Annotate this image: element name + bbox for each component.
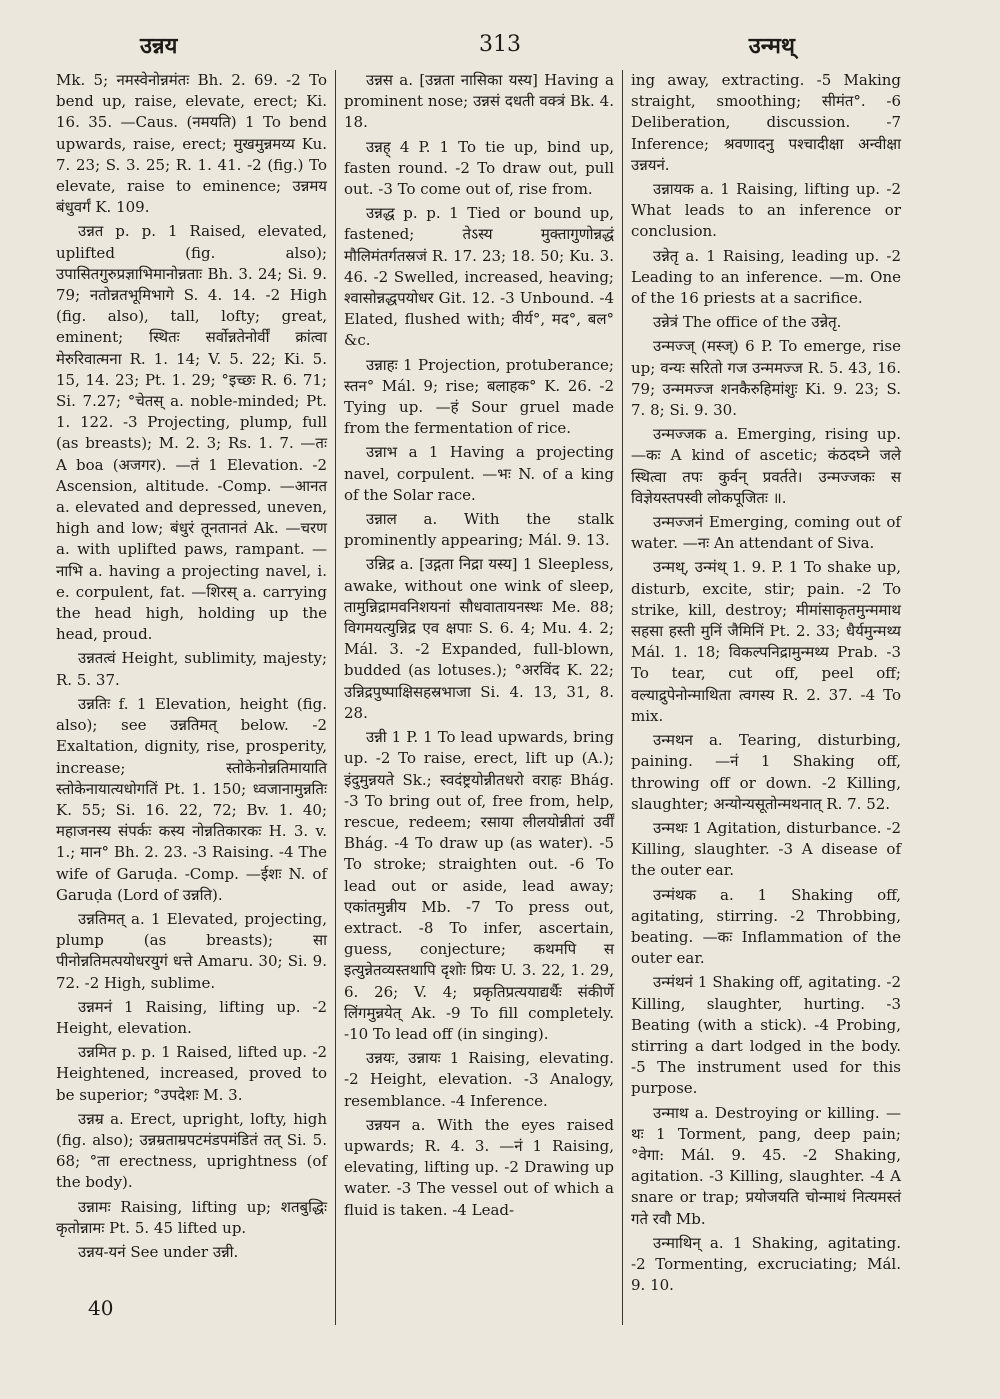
dictionary-entry: उन्मज्जक a. Emerging, rising up. —कः A kind of ascetic; कंठदघ्ने जले स्थित्वा तपः कुर्वन् प्रवर्तते। उन्मज्जकः स विज्ञेयस्तपस्वी लोकपूजितः ॥.: [631, 425, 901, 507]
dictionary-entry: उन्निद्र a. [उद्गता निद्रा यस्य] 1 Sleepless, awake, without one wink of sleep, तामुन्निद्रामवनिशयनां सौधवातायनस्थः Me. 88; विगमयत्युन्निद्र एव क्षपाः S. 6. 4; Mu. 4. 2; Mál. 3. -2 Expanded, full-blown, budded (as lotuses.); °अरविंद K. 22; उन्निद्रपुष्पाक्षिसहस्रभाजा Si. 4. 13, 31, 8. 28.: [344, 555, 614, 722]
column-3: [622, 70, 909, 1325]
dictionary-entry: ing away, extracting. -5 Making straight, smoothing; सीमंत°. -6 Deliberation, discussion. -7 Inference; श्रवणादनु पश्चादीक्षा अन्वीक्षा उन्नयनं.: [631, 71, 901, 174]
dictionary-entry: उन्माथ a. Destroying or killing. —थः 1 Torment, pang, deep pain; °वेगा: Mál. 9. 45. -2 Shaking, agitation. -3 Killing, slaughter. -4 A snare or trap; प्रयोजयति चोन्माथं नित्यमस्तं गते रवौ Mb.: [631, 1103, 901, 1228]
dictionary-entry: उन्मथः 1 Agitation, disturbance. -2 Killing, slaughter. -3 A disease of the outer ear.: [631, 818, 901, 880]
dictionary-entry: उन्मंथनं 1 Shaking off, agitating. -2 Killing, slaughter, hurting. -3 Beating (with a stick). -4 Probing, stirring a dart lodged in the body. -5 The instrument used for this purpose.: [631, 973, 901, 1098]
dictionary-entry: उन्नत p. p. 1 Raised, elevated, uplifted (fig. also); उपासितगुरुप्रज्ञाभिमानोन्नताः Bh. 3. 24; Si. 9. 79; नतोन्नतभूमिभागे S. 4. 14. -2 High (fig. also), tall, lofty; great, eminent; स्थितः सर्वोन्नतेनोर्वीं क्रांत्वा मेरुरिवात्मना R. 1. 14; V. 5. 22; Ki. 5. 15, 14. 23; Pt. 1. 29; °इच्छः R. 6. 71; Si. 7.27; °चेतस् a. noble-minded; Pt. 1. 122. -3 Projecting, plump, full (as breasts); M. 2. 3; Rs. 1. 7. —तः A boa (अजगर). —तं 1 Elevation. -2 Ascension, altitude. -Comp. —आनत a. elevated and depressed, uneven, high and low; बंधुरं तूनतानतं Ak. —चरण a. with uplifted paws, rampant. —नाभि a. having a projecting navel, i. e. corpulent, fat. —शिरस् a. carrying the head high, holding up the head, proud.: [56, 222, 327, 644]
dictionary-entry: उन्नम्र a. Erect, upright, lofty, high (fig. also); उन्नम्रताम्रपटमंडपमंडितं तत् Si. 5. 68; °ता erectness, uprightness (of the body).: [56, 1109, 327, 1192]
right-headword: उन्मथ्: [748, 33, 795, 59]
running-head: [0, 26, 1000, 66]
dictionary-entry: उन्नी 1 P. 1 To lead upwards, bring up. -2 To raise, erect, lift up (A.); इंदुमुन्नयते Sk.; स्वदंष्ट्रयोन्नीतधरो वराहः Bhág. -3 To bring out of, free from, help, rescue, redeem; रसाया लीलयोन्नीतां उर्वीं Bhág. -4 To draw up (as water). -5 To stroke; straighten out. -6 To lead out or aside, lead away; एकांतमुन्नीय Mb. -7 To press out, extract. -8 To infer, ascertain, guess, conjecture; कथमपि स इत्युन्नेतव्यस्तथापि दृशोः प्रियः U. 3. 22, 1. 29, 6. 26; V. 4; प्रकृतिप्रत्ययाद्यर्थैः संकीर्णे लिंगमुन्नयेत् Ak. -9 To fill completely. -10 To lead off (in singing).: [344, 728, 614, 1043]
dictionary-entry: उन्नाहः 1 Projection, protuberance; स्तन° Mál. 9; rise; बलाहक° K. 26. -2 Tying up. —हं Sour gruel made from the fermentation of rice.: [344, 355, 614, 438]
dictionary-entry: उन्नमित p. p. 1 Raised, lifted up. -2 Heightened, increased, proved to be superior; °उपदेशः M. 3.: [56, 1043, 327, 1104]
dictionary-entry: Mk. 5; नमस्वेनोन्नमंतः Bh. 2. 69. -2 To bend up, raise, elevate, erect; Ki. 16. 35. —Caus. (नमयति) 1 To bend upwards, raise, erect; मुखमुन्नमय्य Ku. 7. 23; S. 3. 25; R. 1. 41. -2 (fig.) To elevate, raise to eminence; उन्नमय बंधुवर्गं K. 109.: [56, 71, 327, 217]
dictionary-entry: उन्माथिन् a. 1 Shaking, agitating. -2 Tormenting, excruciating; Mál. 9. 10.: [631, 1233, 901, 1295]
dictionary-entry: उन्नय-यनं See under उन्नी.: [78, 1242, 239, 1261]
signature-mark: 40: [88, 1296, 114, 1320]
text-columns: [48, 70, 963, 1325]
dictionary-entry: उन्मंथक a. 1 Shaking off, agitating, stirring. -2 Throbbing, beating. —कः Inflammation of the outer ear.: [631, 885, 901, 968]
dictionary-entry: उन्नायक a. 1 Raising, lifting up. -2 What leads to an inference or conclusion.: [631, 180, 901, 241]
page-number: 313: [479, 32, 521, 57]
left-headword: उन्नय: [140, 33, 178, 59]
dictionary-entry: उन्नमनं 1 Raising, lifting up. -2 Height, elevation.: [56, 997, 327, 1037]
column-1: [48, 70, 335, 1325]
dictionary-entry: उन्नाल a. With the stalk prominently appearing; Mál. 9. 13.: [344, 510, 614, 550]
dictionary-entry: उन्मज्ज् (मस्ज्) 6 P. To emerge, rise up; वन्यः सरितो गज उन्ममज्ज R. 5. 43, 16. 79; उन्ममज्ज शनकैरुहिमांशुः Ki. 9. 23; S. 7. 8; Si. 9. 30.: [631, 337, 901, 420]
dictionary-entry: उन्नेत्रं The office of the उन्नेतृ.: [653, 313, 842, 332]
dictionary-entry: उन्नेतृ a. 1 Raising, leading up. -2 Leading to an inference. —m. One of the 16 priests at a sacrifice.: [631, 246, 901, 308]
dictionary-entry: उन्नतिमत् a. 1 Elevated, projecting, plump (as breasts); सा पीनोन्नतिमत्पयोधरयुगं धत्ते Amaru. 30; Si. 9. 72. -2 High, sublime.: [56, 909, 327, 992]
dictionary-entry: उन्नयन a. With the eyes raised upwards; R. 4. 3. —नं 1 Raising, elevating, lifting up. -2 Drawing up water. -3 The vessel out of which a fluid is taken. -4 Lead-: [344, 1115, 614, 1219]
dictionary-entry: उन्नस a. [उन्नता नासिका यस्य] Having a prominent nose; उन्नसं दधती वक्त्रं Bk. 4. 18.: [344, 71, 614, 132]
dictionary-entry: उन्नामः Raising, lifting up; शतबुद्धिः कृतोन्नामः Pt. 5. 45 lifted up.: [56, 1197, 327, 1237]
dictionary-entry: उन्नह् 4 P. 1 To tie up, bind up, fasten round. -2 To draw out, pull out. -3 To come out of, rise from.: [344, 137, 614, 199]
dictionary-entry: उन्नतत्वं Height, sublimity, majesty; R. 5. 37.: [56, 649, 327, 689]
dictionary-entry: उन्नतिः f. 1 Elevation, height (fig. also); see उन्नतिमत् below. -2 Exaltation, dignity, rise, prosperity, increase; स्तोकेनोन्नतिमायाति स्तोकेनायात्यधोगतिं Pt. 1. 150; ध्वजानामुन्नतिः K. 55; Si. 16. 22, 72; Bv. 1. 40; महाजनस्य संपर्कः कस्य नोन्नतिकारकः H. 3. v. 1.; मान° Bh. 2. 23. -3 Raising. -4 The wife of Garuḍa. -Comp. —ईशः N. of Garuḍa (Lord of उन्नति).: [56, 694, 327, 904]
dictionary-entry: उन्मज्जनं Emerging, coming out of water. —नः An attendant of Siva.: [631, 513, 901, 553]
dictionary-entry: उन्मथ्, उन्मंथ् 1. 9. P. 1 To shake up, disturb, excite, stir; pain. -2 To strike, kill, destroy; मीमांसाकृतमुन्ममाथ सहसा हस्ती मुनिं जैमिनिं Pt. 2. 33; धैर्यमुन्मथ्य Mál. 1. 18; विकल्पनिद्रामुन्मथ्य Prab. -3 To tear, cut off, peel off; वल्याद्रुपेनोन्माथिता त्वगस्य R. 2. 37. -4 To mix.: [631, 558, 901, 725]
dictionary-entry: उन्मथन a. Tearing, disturbing, paining. —नं 1 Shaking off, throwing off or down. -2 Killing, slaughter; अन्योन्यसूतोन्मथनात् R. 7. 52.: [631, 731, 901, 813]
dictionary-entry: उन्नद्ध p. p. 1 Tied or bound up, fastened; तेऽस्य मुक्तागुणोन्नद्धं मौलिमंतर्गतस्रजं R. 17. 23; 18. 50; Ku. 3. 46. -2 Swelled, increased, heaving; श्वासोन्नद्धपयोधर Git. 12. -3 Unbound. -4 Elated, flushed with; वीर्य°, मद°, बल° &c.: [344, 204, 614, 350]
dictionary-entry: उन्नाभ a 1 Having a projecting navel, corpulent. —भः N. of a king of the Solar race.: [344, 443, 614, 504]
column-2: [335, 70, 622, 1325]
dictionary-entry: उन्नयः, उन्नायः 1 Raising, elevating. -2 Height, elevation. -3 Analogy, resemblance. -4 Inference.: [344, 1049, 614, 1110]
